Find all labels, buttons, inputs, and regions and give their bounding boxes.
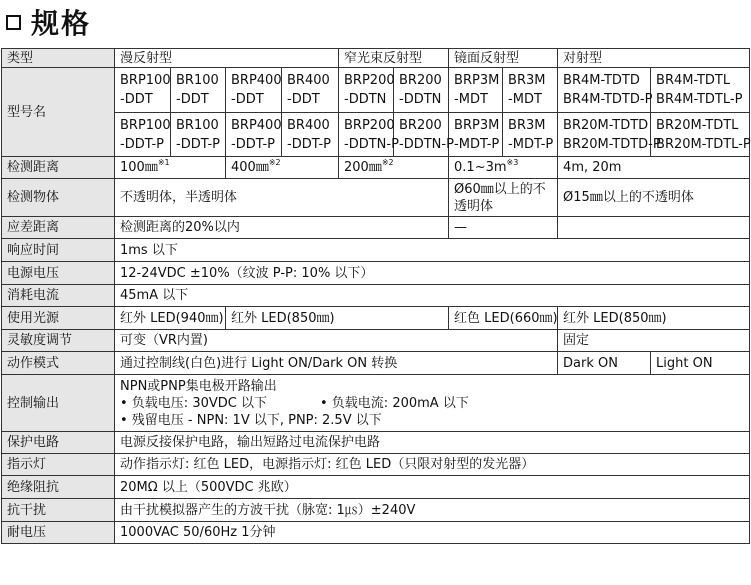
light-d1: 红外 LED(940㎚) — [115, 307, 226, 330]
insulation-value: 20MΩ 以上（500VDC 兆欧） — [115, 476, 750, 499]
header-narrow: 窄光束反射型 — [339, 49, 449, 68]
protection-label: 保护电路 — [2, 432, 115, 454]
model-cell: BRP400 -DDT-P — [226, 113, 282, 157]
model-cell: BR20M-TDTL BR20M-TDTL-P — [651, 113, 750, 157]
model-cell: BRP3M -MDT-P — [449, 113, 503, 157]
square-bullet-icon — [6, 15, 21, 30]
model-label: 型号名 — [2, 68, 115, 157]
insulation-label: 绝缘阻抗 — [2, 476, 115, 499]
row-light — [2, 307, 750, 330]
protection-value: 电源反接保护电路，输出短路过电流保护电路 — [115, 432, 750, 454]
object-thrubeam: Ø15㎜以上的不透明体 — [558, 179, 750, 217]
model-cell: BRP3M -MDT — [449, 68, 503, 113]
model-cell: BR400 -DDT-P — [282, 113, 339, 157]
row-noise — [2, 499, 750, 522]
model-cell: BR20M-TDTD BR20M-TDTD-P — [558, 113, 651, 157]
model-cell: BRP200 -DDTN — [339, 68, 394, 113]
model-cell: BR200 -DDTN — [394, 68, 449, 113]
row-insulation — [2, 476, 750, 499]
consumption-value: 45mA 以下 — [115, 285, 750, 307]
output-label: 控制输出 — [2, 375, 115, 432]
object-diffuse: 不透明体，半透明体 — [115, 179, 449, 217]
row-object — [2, 179, 750, 217]
distance-mirror: $0.1\sim 3m^{※3}$ — [449, 157, 558, 179]
light-d2: 红外 LED(850㎚) — [226, 307, 449, 330]
sensitivity-label: 灵敏度调节 — [2, 330, 115, 352]
power-label: 电源电压 — [2, 262, 115, 285]
model-cell: BR100 -DDT-P — [171, 113, 226, 157]
row-output — [2, 375, 750, 432]
distance-narrow: 200㎜$^{※2}$ — [339, 157, 449, 179]
model-cell: BR400 -DDT — [282, 68, 339, 113]
row-model-2 — [2, 113, 750, 157]
model-cell: BRP200 -DDTN-P — [339, 113, 394, 157]
row-model-1 — [2, 68, 750, 113]
object-mirror: Ø60㎜以上的不透明体 — [449, 179, 558, 217]
section-title — [6, 3, 91, 41]
spec-table — [1, 48, 750, 544]
model-cell: BR200 -DDTN-P — [394, 113, 449, 157]
model-cell: BR3M -MDT — [503, 68, 558, 113]
row-distance — [2, 157, 750, 179]
sensitivity-thrubeam: 固定 — [558, 330, 750, 352]
light-thrubeam: 红外 LED(850㎚) — [558, 307, 750, 330]
mode-value: 通过控制线(白色)进行 Light ON/Dark ON 转换 — [115, 352, 558, 375]
model-cell: BRP100 -DDT-P — [115, 113, 171, 157]
title-text: 规格 — [31, 7, 92, 40]
response-value: 1ms 以下 — [115, 239, 750, 262]
row-power — [2, 262, 750, 285]
mode-dark: Dark ON — [558, 352, 651, 375]
model-cell: BR4M-TDTD BR4M-TDTD-P — [558, 68, 651, 113]
row-type — [2, 49, 750, 68]
mode-label: 动作模式 — [2, 352, 115, 375]
distance-diffuse-2: 400㎜$^{※2}$ — [226, 157, 339, 179]
sensitivity-value: 可变（VR内置) — [115, 330, 558, 352]
hysteresis-label: 应差距离 — [2, 217, 115, 239]
consumption-label: 消耗电流 — [2, 285, 115, 307]
type-label: 类型 — [2, 49, 115, 68]
distance-diffuse-1: 100㎜$^{※1}$ — [115, 157, 226, 179]
noise-value: 由干扰模拟器产生的方波干扰（脉宽: 1㎲）±240V — [115, 499, 750, 522]
row-protection — [2, 432, 750, 454]
distance-thrubeam: 4m, 20m — [558, 157, 750, 179]
distance-label: 检测距离 — [2, 157, 115, 179]
model-cell: BRP100 -DDT — [115, 68, 171, 113]
row-consumption — [2, 285, 750, 307]
mode-light: Light ON — [651, 352, 750, 375]
model-cell: BR4M-TDTL BR4M-TDTL-P — [651, 68, 750, 113]
hysteresis-mirror: — — [449, 217, 558, 239]
hysteresis-value: 检测距离的20%以内 — [115, 217, 449, 239]
row-sensitivity — [2, 330, 750, 352]
header-mirror: 镜面反射型 — [449, 49, 558, 68]
power-value: 12-24VDC ±10%（纹波 P-P: 10% 以下） — [115, 262, 750, 285]
withstand-value: 1000VAC 50/60Hz 1分钟 — [115, 522, 750, 544]
light-label: 使用光源 — [2, 307, 115, 330]
indicator-label: 指示灯 — [2, 454, 115, 476]
row-hysteresis — [2, 217, 750, 239]
hysteresis-thrubeam — [558, 217, 750, 239]
model-cell: BR3M -MDT-P — [503, 113, 558, 157]
noise-label: 抗干扰 — [2, 499, 115, 522]
light-mirror: 红色 LED(660㎚) — [449, 307, 558, 330]
model-cell: BR100 -DDT — [171, 68, 226, 113]
output-value: NPN或PNP集电极开路输出 • 负载电压: 30VDC 以下 • 负载电流: 200mA 以下 • 残留电压 - NPN: 1V 以下, PNP: 2.5V 以下 — [115, 375, 750, 432]
row-withstand — [2, 522, 750, 544]
row-indicator — [2, 454, 750, 476]
indicator-value: 动作指示灯: 红色 LED，电源指示灯: 红色 LED（只限对射型的发光器） — [115, 454, 750, 476]
object-label: 检测物体 — [2, 179, 115, 217]
header-thrubeam: 对射型 — [558, 49, 750, 68]
row-response — [2, 239, 750, 262]
header-diffuse: 漫反射型 — [115, 49, 339, 68]
withstand-label: 耐电压 — [2, 522, 115, 544]
response-label: 响应时间 — [2, 239, 115, 262]
row-mode — [2, 352, 750, 375]
model-cell: BRP400 -DDT — [226, 68, 282, 113]
